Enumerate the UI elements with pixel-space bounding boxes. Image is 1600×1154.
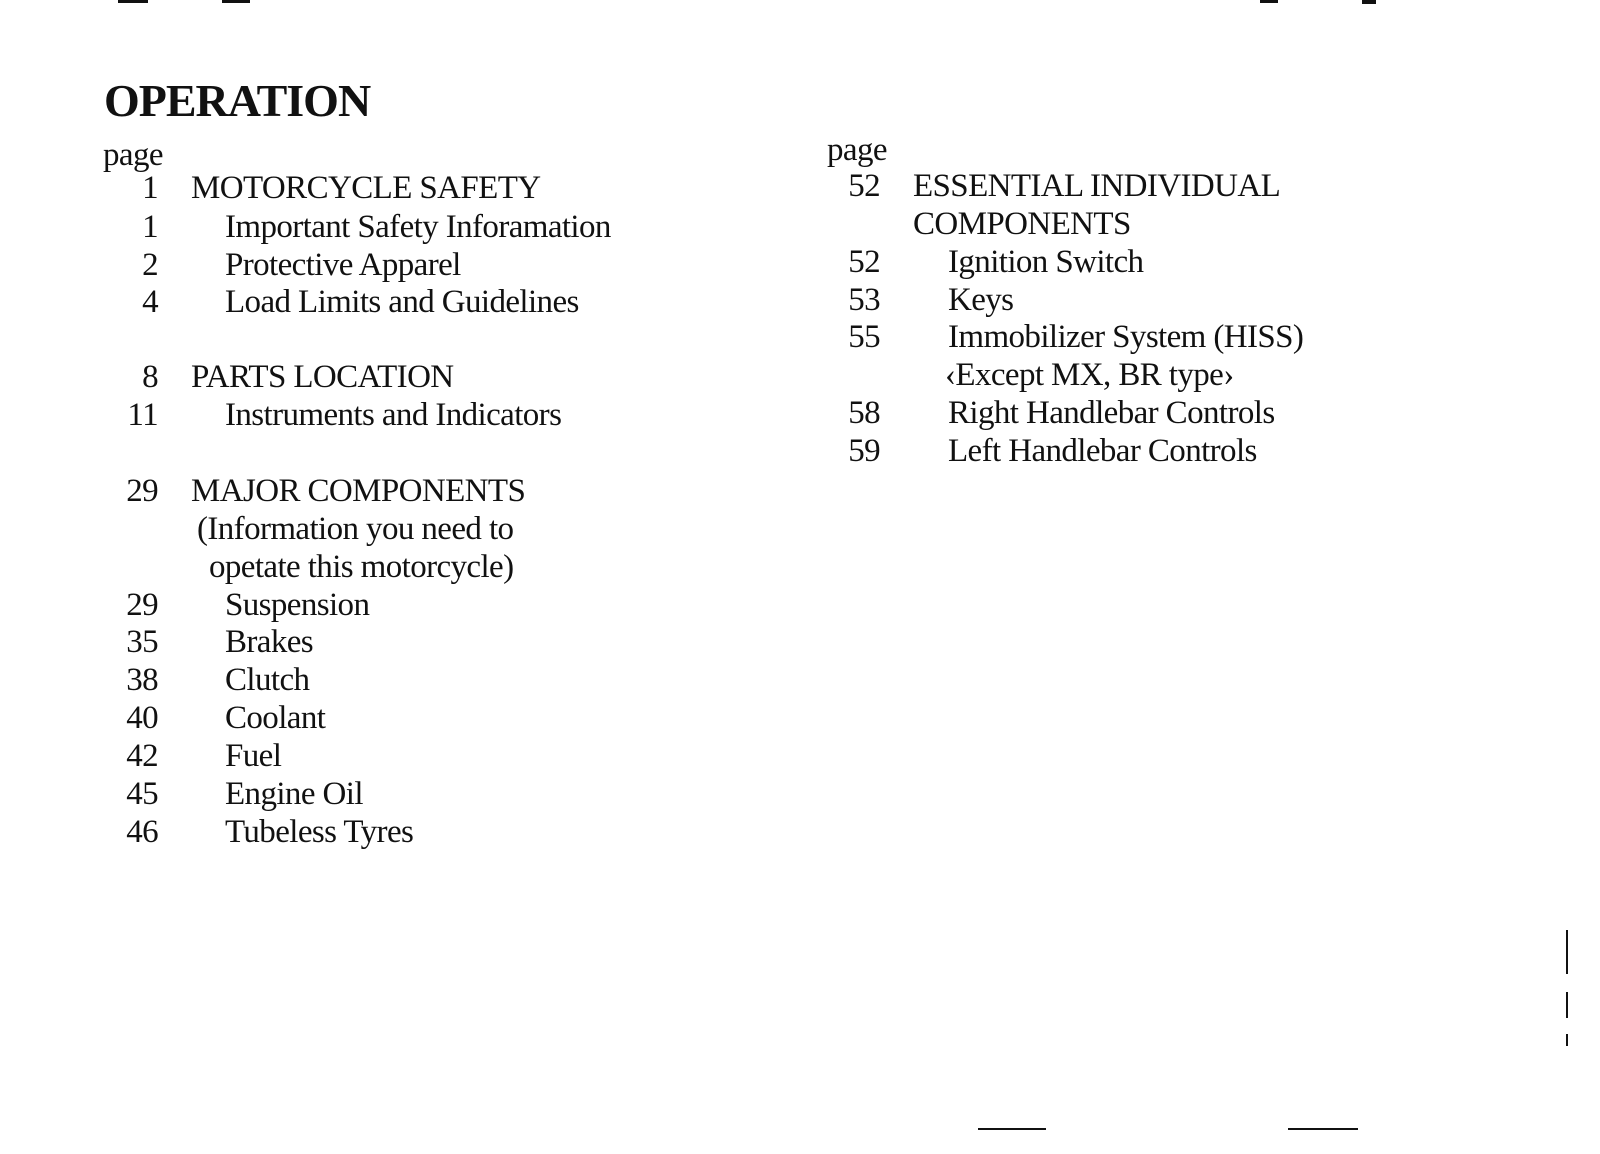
toc-page-number: 52 xyxy=(848,244,880,280)
toc-page-number: 42 xyxy=(126,738,158,774)
scan-edge-mark xyxy=(1288,1128,1358,1130)
toc-subsection-title: Immobilizer System (HISS) xyxy=(948,319,1304,355)
toc-page-number: 29 xyxy=(126,473,158,509)
toc-subsection-title: Suspension xyxy=(225,587,370,623)
toc-subsection-title: Load Limits and Guidelines xyxy=(225,284,579,320)
toc-subsection-title: Fuel xyxy=(225,738,282,774)
toc-page-number: 1 xyxy=(142,209,158,245)
toc-subsection-title: Important Safety Inforamation xyxy=(225,209,611,245)
toc-title-continuation: ‹Except MX, BR type› xyxy=(945,357,1234,393)
page-column-label: page xyxy=(827,132,887,168)
toc-page-number: 40 xyxy=(126,700,158,736)
toc-subsection-title: Clutch xyxy=(225,662,310,698)
toc-page-number: 46 xyxy=(126,814,158,850)
toc-subsection-title: Protective Apparel xyxy=(225,247,461,283)
toc-title-continuation: COMPONENTS xyxy=(913,206,1131,242)
toc-page-number: 2 xyxy=(142,247,158,283)
toc-page-number: 29 xyxy=(126,587,158,623)
toc-section-title: PARTS LOCATION xyxy=(191,359,454,395)
toc-page-number: 8 xyxy=(142,359,158,395)
toc-page-number: 38 xyxy=(126,662,158,698)
toc-section-title: MAJOR COMPONENTS xyxy=(191,473,526,509)
toc-subsection-title: Instruments and Indicators xyxy=(225,397,562,433)
scan-edge-mark xyxy=(118,0,148,3)
toc-subsection-title: Engine Oil xyxy=(225,776,363,812)
toc-subsection-title: Tubeless Tyres xyxy=(225,814,414,850)
scan-edge-mark xyxy=(1260,0,1278,3)
toc-subsection-title: Brakes xyxy=(225,624,314,660)
toc-section-title: ESSENTIAL INDIVIDUAL xyxy=(913,168,1281,204)
toc-page-number: 59 xyxy=(848,433,880,469)
toc-subsection-title: Ignition Switch xyxy=(948,244,1144,280)
page-column-label: page xyxy=(103,137,163,173)
toc-page-number: 52 xyxy=(848,168,880,204)
scan-edge-mark xyxy=(1566,930,1568,974)
toc-subsection-title: Keys xyxy=(948,282,1014,318)
toc-title-continuation: opetate this motorcycle) xyxy=(209,549,514,585)
toc-title-continuation: (Information you need to xyxy=(197,511,514,547)
toc-page-number: 55 xyxy=(848,319,880,355)
toc-subsection-title: Coolant xyxy=(225,700,326,736)
scan-edge-mark xyxy=(978,1128,1046,1130)
toc-page-number: 45 xyxy=(126,776,158,812)
scan-edge-mark xyxy=(1362,0,1376,4)
toc-subsection-title: Left Handlebar Controls xyxy=(948,433,1257,469)
toc-subsection-title: Right Handlebar Controls xyxy=(948,395,1275,431)
toc-page-number: 35 xyxy=(126,624,158,660)
toc-page-number: 11 xyxy=(127,397,158,433)
toc-page-number: 58 xyxy=(848,395,880,431)
toc-page-number: 4 xyxy=(142,284,158,320)
scan-edge-mark xyxy=(1566,992,1568,1018)
toc-section-title: MOTORCYCLE SAFETY xyxy=(191,170,541,206)
scan-edge-mark xyxy=(222,0,250,3)
toc-page-number: 1 xyxy=(142,170,158,206)
page-title: OPERATION xyxy=(104,75,371,126)
toc-page-number: 53 xyxy=(848,282,880,318)
scan-edge-mark xyxy=(1566,1034,1568,1046)
